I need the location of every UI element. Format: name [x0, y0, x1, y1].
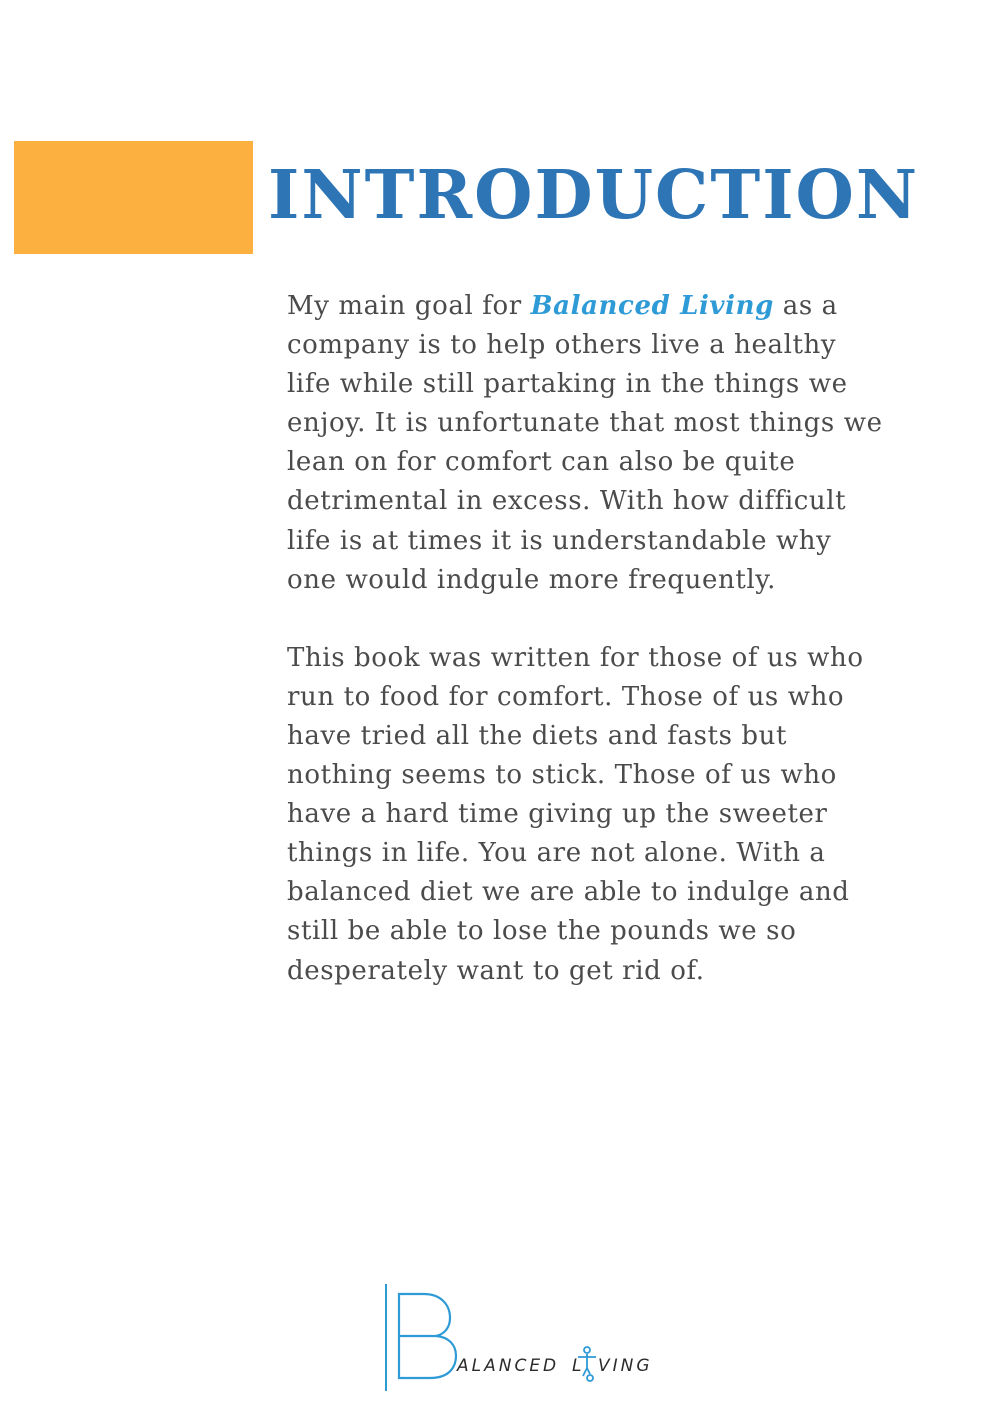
balanced-living-logo	[378, 1280, 668, 1395]
paragraph-intro-rest: as a company is to help others live a healthy life while still partaking in the things we enjoy. It is unfortunate that most things we lean on for comfort can also be quite detrimental in excess. With how difficult life is at times it is understandable why one would indgule more frequently.	[287, 291, 883, 595]
page-title: INTRODUCTION	[268, 155, 920, 234]
accent-block	[14, 141, 253, 254]
brand-name: Balanced Living	[530, 291, 774, 321]
paragraph-audience: This book was written for those of us who run to food for comfort. Those of us who have tried all the diets and fasts but nothing seems to stick. Those of us who have a hard time giving up the sweeter things in life. You are not alone. With a balanced diet we are able to indulge and still be able to lose the pounds we so desperately want to get rid of.	[287, 642, 864, 986]
logo-text-alanced: ALANCED	[457, 1356, 560, 1376]
logo-text-l: L	[572, 1356, 585, 1376]
paragraph-intro-lead: My main goal for	[287, 291, 531, 321]
logo-text-ving: VING	[598, 1356, 653, 1376]
logo-b-mark	[378, 1280, 668, 1395]
paragraph-intro	[287, 287, 887, 600]
body-text	[287, 287, 887, 991]
